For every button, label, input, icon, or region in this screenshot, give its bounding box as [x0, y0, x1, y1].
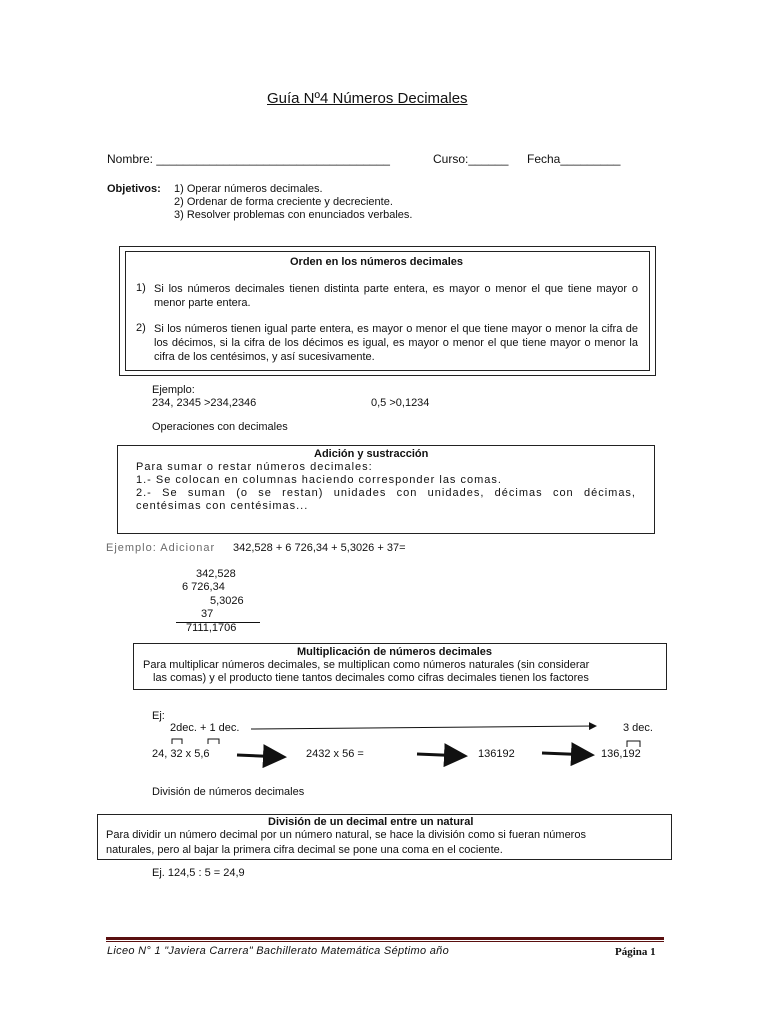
brace-icon — [208, 739, 219, 744]
arrow-right-icon — [237, 755, 284, 757]
page-number: Página 1 — [615, 946, 656, 958]
adicion-title: Adición y sustracción — [314, 448, 429, 460]
nombre-field[interactable]: Nombre: ___________________________________ — [107, 152, 390, 166]
rule-2-text: Si los números tienen igual parte entera, es mayor o menor el que tiene mayor o menor la cifra de los décimos, si la cifra de los décimos es igual, es mayor o menor el que tiene mayor o menor la cifra de los centésimos, y así sucesivamente. — [154, 323, 638, 363]
footer-text: Liceo N° 1 "Javiera Carrera" Bachillerato Matemática Séptimo año — [107, 945, 449, 957]
multiplicacion-title: Multiplicación de números decimales — [297, 646, 492, 658]
multiplicacion-text-2: las comas) y el producto tiene tantos decimales como cifras decimales tienen los factores — [153, 672, 589, 684]
rule-2-number: 2) — [136, 322, 146, 334]
ejemplo-label: Ejemplo: — [152, 384, 195, 396]
adicion-line-2: 1.- Se colocan en columnas haciendo corresponder las comas. — [136, 474, 502, 486]
ej-division: Ej. 124,5 : 5 = 24,9 — [152, 867, 245, 879]
dec-right: 3 dec. — [623, 722, 653, 734]
objetivo-2: 2) Ordenar de forma creciente y decreciente. — [174, 196, 393, 208]
division-label: División de números decimales — [152, 786, 305, 798]
adicion-line-3: 2.- Se suman (o se restan) unidades con unidades, décimas con décimas, centésimas con centésimas... — [136, 487, 636, 512]
ej-mult-label: Ej: — [152, 710, 165, 722]
division-text-2: naturales, pero al bajar la primera cifra decimal se pone una coma en el cociente. — [106, 844, 503, 856]
mult-step-1: 24, 32 x 5,6 — [152, 748, 210, 760]
objetivo-1: 1) Operar números decimales. — [174, 183, 323, 195]
footer-rule-thick — [106, 937, 664, 940]
operaciones-label: Operaciones con decimales — [152, 421, 288, 433]
division-text-1: Para dividir un número decimal por un número natural, se hace la división como si fueran números — [106, 829, 586, 841]
division-box — [97, 814, 672, 860]
rule-1-number: 1) — [136, 282, 146, 294]
orden-title: Orden en los números decimales — [290, 256, 464, 268]
rule-1-text: Si los números decimales tienen distinta parte entera, es mayor o menor el que tiene mayor o menor parte entera. — [154, 283, 638, 309]
adicion-line-1: Para sumar o restar números decimales: — [136, 461, 373, 473]
arrow-right-icon — [417, 754, 465, 756]
dec-left: 2dec. + 1 dec. — [170, 722, 240, 734]
brace-icon — [172, 739, 182, 744]
suma-row-3: 5,3026 — [210, 595, 244, 607]
mult-step-3: 136192 — [478, 748, 515, 760]
fecha-field[interactable]: Fecha_________ — [527, 152, 621, 166]
page-title: Guía Nº4 Números Decimales — [267, 90, 468, 107]
objetivo-3: 3) Resolver problemas con enunciados verbales. — [174, 209, 413, 221]
suma-result: 7111,1706 — [186, 622, 237, 634]
mult-step-2: 2432 x 56 = — [306, 748, 364, 760]
suma-row-4: 37 — [201, 608, 214, 620]
suma-row-2: 6 726,34 — [182, 581, 225, 593]
ejemplo-adicion-expr: 342,528 + 6 726,34 + 5,3026 + 37= — [233, 542, 406, 554]
suma-row-1: 342,528 — [196, 568, 236, 580]
long-arrow — [251, 726, 596, 729]
arrow-right-icon — [542, 753, 592, 755]
footer-rule-thin — [106, 941, 664, 942]
ejemplo-1: 234, 2345 >234,2346 — [152, 397, 257, 409]
multiplicacion-text-1: Para multiplicar números decimales, se multiplican como números naturales (sin considerar — [143, 659, 590, 671]
objetivos-label: Objetivos: — [107, 183, 161, 195]
curso-field[interactable]: Curso:______ — [433, 152, 509, 166]
ejemplo-2: 0,5 >0,1234 — [371, 397, 430, 409]
brace-icon — [627, 741, 640, 747]
ejemplo-adicion-label: Ejemplo: Adicionar — [106, 542, 216, 554]
mult-step-4: 136,192 — [601, 748, 641, 760]
division-title: División de un decimal entre un natural — [268, 816, 474, 828]
